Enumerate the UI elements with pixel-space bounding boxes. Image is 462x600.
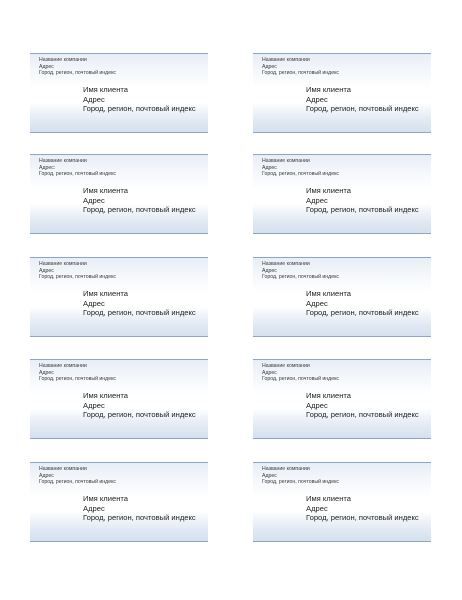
sender-city: Город, регион, почтовый индекс — [39, 479, 117, 485]
sender-company: Название компании — [262, 158, 310, 164]
sender-city: Город, регион, почтовый индекс — [262, 479, 340, 485]
sender-company: Название компании — [262, 57, 310, 63]
recipient-address: Адрес — [83, 400, 105, 410]
sender-city: Город, регион, почтовый индекс — [39, 70, 117, 76]
sender-block — [39, 261, 116, 281]
sender-address: Адрес — [262, 164, 277, 171]
recipient-block — [83, 85, 196, 114]
sender-block — [262, 158, 339, 178]
sender-city: Город, регион, почтовый индекс — [262, 70, 340, 76]
recipient-address: Адрес — [83, 195, 105, 205]
recipient-name: Имя клиента — [83, 186, 129, 195]
address-label[interactable] — [253, 53, 431, 133]
recipient-address: Адрес — [83, 503, 105, 513]
recipient-city: Город, регион, почтовый индекс — [306, 308, 419, 318]
address-label[interactable] — [30, 53, 208, 133]
sender-city: Город, регион, почтовый индекс — [39, 376, 117, 382]
sender-address: Адрес — [262, 472, 277, 479]
recipient-block — [83, 494, 196, 523]
recipient-name: Имя клиента — [306, 289, 352, 298]
recipient-city: Город, регион, почтовый индекс — [83, 308, 196, 318]
recipient-address: Адрес — [306, 94, 328, 104]
sender-block — [262, 466, 339, 486]
recipient-block — [306, 289, 419, 318]
recipient-address: Адрес — [306, 503, 328, 513]
recipient-city: Город, регион, почтовый индекс — [306, 205, 419, 215]
sender-address: Адрес — [262, 63, 277, 70]
sender-address: Адрес — [39, 267, 54, 274]
address-label[interactable] — [253, 257, 431, 337]
sender-company: Название компании — [39, 466, 87, 472]
recipient-name: Имя клиента — [83, 85, 129, 94]
sender-company: Название компании — [262, 261, 310, 267]
recipient-block — [83, 186, 196, 215]
sender-company: Название компании — [262, 466, 310, 472]
sender-city: Город, регион, почтовый индекс — [39, 274, 117, 280]
address-label[interactable] — [30, 359, 208, 439]
recipient-name: Имя клиента — [306, 391, 352, 400]
sender-address: Адрес — [39, 369, 54, 376]
sender-company: Название компании — [39, 261, 87, 267]
sender-address: Адрес: — [39, 164, 56, 171]
recipient-address: Адрес — [306, 298, 328, 308]
recipient-address: Адрес — [83, 94, 105, 104]
sender-company: Название компании — [39, 57, 87, 63]
sender-block — [262, 363, 339, 383]
recipient-address: Адрес — [306, 400, 328, 410]
sender-block — [39, 158, 116, 178]
sender-city: Город, регион, почтовый индекс — [39, 171, 117, 177]
recipient-address: Адрес — [306, 195, 328, 205]
sender-block — [39, 363, 116, 383]
recipient-city: Город, регион, почтовый индекс — [306, 104, 419, 114]
sender-block — [39, 466, 116, 486]
recipient-block — [306, 186, 419, 215]
sender-company: Название компании — [262, 363, 310, 369]
address-label[interactable] — [253, 359, 431, 439]
sender-company: Название компании — [39, 363, 87, 369]
recipient-name: Имя клиента — [306, 186, 352, 195]
recipient-city: Город, регион, почтовый индекс — [306, 513, 419, 523]
sender-block — [262, 261, 339, 281]
recipient-name: Имя клиента — [83, 289, 129, 298]
sender-block — [262, 57, 339, 77]
recipient-city: Город, регион, почтовый индекс — [83, 410, 196, 420]
recipient-name: Имя клиента — [306, 494, 352, 503]
sender-address: Адрес — [262, 369, 277, 376]
recipient-block — [306, 85, 419, 114]
recipient-city: Город, регион, почтовый индекс — [83, 513, 196, 523]
sender-company: Название компании — [39, 158, 87, 164]
recipient-name: Имя клиента — [83, 391, 129, 400]
recipient-city: Город, регион, почтовый индекс — [83, 205, 196, 215]
recipient-name: Имя клиента — [83, 494, 129, 503]
recipient-block — [306, 494, 419, 523]
sender-city: Город, регион, почтовый индекс — [262, 274, 340, 280]
recipient-address: Адрес — [83, 298, 105, 308]
recipient-block — [83, 391, 196, 420]
recipient-block — [306, 391, 419, 420]
recipient-city: Город, регион, почтовый индекс — [306, 410, 419, 420]
address-label[interactable] — [253, 462, 431, 542]
recipient-name: Имя клиента — [306, 85, 352, 94]
address-label[interactable] — [30, 154, 208, 234]
address-label[interactable] — [253, 154, 431, 234]
sender-city: Город, регион, почтовый индекс — [262, 171, 340, 177]
sender-block — [39, 57, 116, 77]
sender-city: Город, регион, почтовый индекс — [262, 376, 340, 382]
recipient-city: Город, регион, почтовый индекс — [83, 104, 196, 114]
address-label[interactable] — [30, 257, 208, 337]
recipient-block — [83, 289, 196, 318]
sender-address: Адрес — [262, 267, 277, 274]
sender-address: Адрес — [39, 472, 54, 479]
address-label[interactable] — [30, 462, 208, 542]
sender-address: Адрес — [39, 63, 54, 70]
